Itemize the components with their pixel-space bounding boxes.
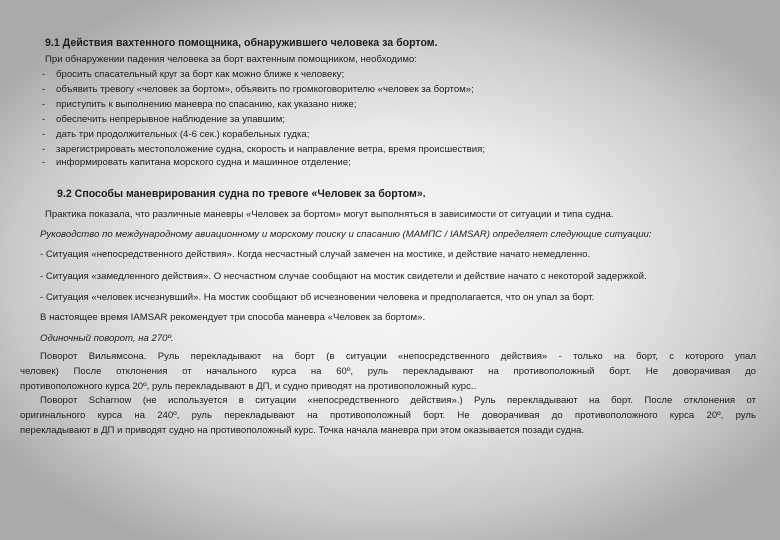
list-item-text: приступить к выполнению маневра по спасанию, как указано ниже; — [56, 99, 357, 110]
paragraph-line: человек) После отклонения от начального курса на 60º, руль перекладывают на противоположный борт. Не доворачивая до — [20, 366, 756, 377]
bullet-dash: - — [42, 84, 46, 95]
bullet-dash: - — [42, 69, 46, 80]
single-turn-label: Одиночный поворот, на 270º. — [40, 333, 174, 344]
bullet-dash: - — [42, 129, 46, 140]
bullet-dash: - — [42, 157, 46, 168]
paragraph-italic: Руководство по международному авиационному и морскому поиску и спасанию (МАМПС / IAMSAR) определяет следующие ситуации: — [40, 229, 652, 240]
situation-immediate: - Ситуация «непосредственного действия». Когда несчастный случай замечен на мостике, и действие начато немедленно. — [40, 249, 591, 260]
paragraph-line: противоположного курса 20º, руль перекладывают в ДП, и судно приводят на противоположный курс.. — [20, 381, 477, 392]
list-item-text: информировать капитана морского судна и машинное отделение; — [56, 157, 351, 168]
list-item-text: объявить тревогу «человек за бортом», объявить по громкоговорителю «человек за бортом»; — [56, 84, 474, 95]
bullet-dash: - — [42, 99, 46, 110]
list-item-text: обеспечить непрерывное наблюдение за упавшим; — [56, 114, 285, 125]
paragraph: Практика показала, что различные маневры «Человек за бортом» могут выполняться в зависимости от ситуации и типа судна. — [45, 209, 614, 220]
paragraph: В настоящее время IAMSAR рекомендует три способа маневра «Человек за бортом». — [40, 312, 426, 323]
bullet-dash: - — [42, 114, 46, 125]
situation-delayed: - Ситуация «замедленного действия». О несчастном случае сообщают на мостик свидетели и действие начато с некоторой задержкой. — [40, 271, 647, 282]
situation-missing: - Ситуация «человек исчезнувший». На мостик сообщают об исчезновении человека и предполагается, что он упал за борт. — [40, 292, 595, 303]
list-item-text: бросить спасательный круг за борт как можно ближе к человеку; — [56, 69, 345, 80]
section-1-intro: При обнаружении падения человека за борт вахтенным помощником, необходимо: — [45, 54, 417, 65]
paragraph-line: оригинального курса на 240º, руль перекладывают на противоположный борт. Не доворачивая до противоположного курса 20º, руль — [20, 410, 756, 421]
list-item-text: зарегистрировать местоположение судна, скорость и направление ветра, время происшествия; — [56, 144, 485, 155]
paragraph-line: перекладывают в ДП и приводят судно на противоположный курс. Точка начала маневра при этом оказывается позади судна. — [20, 425, 585, 436]
paragraph-line: Поворот Вильямсона. Руль перекладывают на борт (в ситуации «непосредственного действия» - только на борт, с которого упал — [40, 351, 756, 362]
section-2-heading: 9.2 Способы маневрирования судна по тревоге «Человек за бортом». — [57, 188, 426, 200]
paragraph-line: Поворот Scharnow (не используется в ситуации «непосредственного действия».) Руль перекладывают на борт. После отклонения от — [40, 395, 756, 406]
bullet-dash: - — [42, 144, 46, 155]
section-1-heading: 9.1 Действия вахтенного помощника, обнаружившего человека за бортом. — [45, 37, 438, 49]
list-item-text: дать три продолжительных (4-6 сек.) корабельных гудка; — [56, 129, 310, 140]
